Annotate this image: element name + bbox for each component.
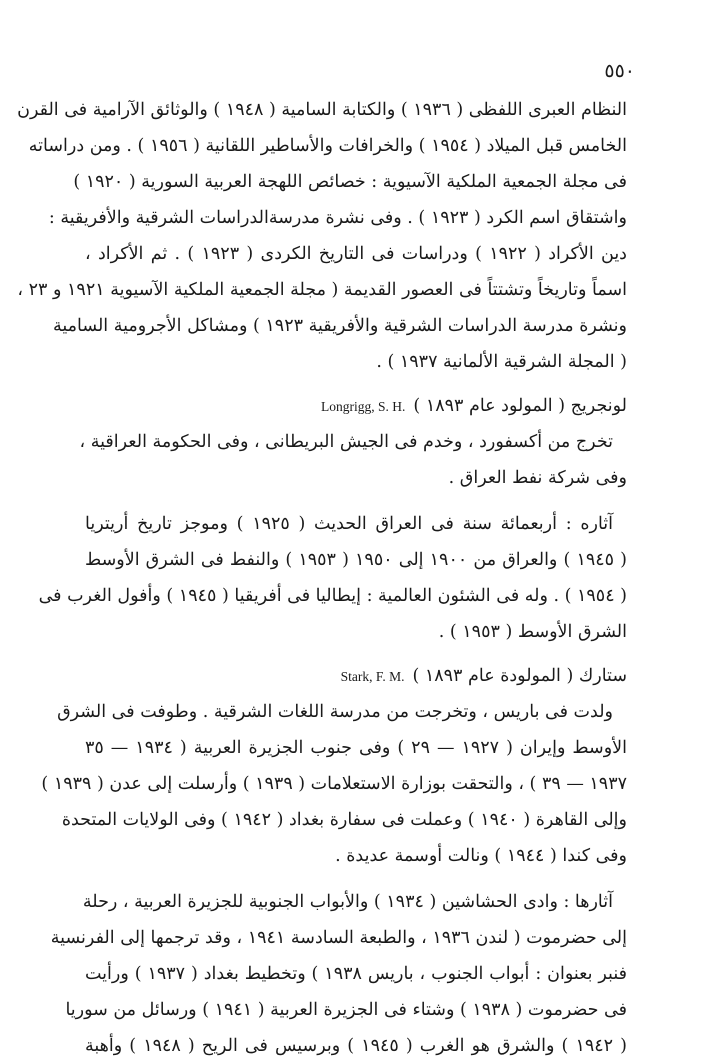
text-line: دين الأكراد ( ١٩٢٢ ) ودراسات فى التاريخ الكردى ( ١٩٢٣ ) . ثم الأكراد ، xyxy=(85,244,627,264)
entry-latin-name: Stark, F. M. xyxy=(340,669,405,684)
text-line: الخامس قبل الميلاد ( ١٩٥٤ ) والخرافات والأساطير اللقانية ( ١٩٥٦ ) . ومن دراساته xyxy=(28,136,627,156)
text-line: ( المجلة الشرقية الألمانية ١٩٣٧ ) . xyxy=(376,352,627,372)
works-line: ( ١٩٥٤ ) . وله فى الشئون العالمية : إيطاليا فى أفريقيا ( ١٩٤٥ ) وأفول الغرب فى xyxy=(38,586,627,606)
bio-line: وفى شركة نفط العراق . xyxy=(448,468,627,488)
text-line: فى مجلة الجمعية الملكية الآسيوية : خصائص اللهجة العربية السورية ( ١٩٢٠ ) xyxy=(73,172,627,192)
page-text xyxy=(17,92,627,1064)
text-line: واشتقاق اسم الكرد ( ١٩٢٣ ) . وفى نشرة مدرسةالدراسات الشرقية والأفريقية : xyxy=(48,208,627,228)
works-line: الشرق الأوسط ( ١٩٥٣ ) . xyxy=(438,622,627,642)
works-line: ( ١٩٤٢ ) والشرق هو الغرب ( ١٩٤٥ ) وبرسيس فى الريح ( ١٩٤٨ ) وأهبة xyxy=(85,1036,627,1056)
bio-line: وفى كندا ( ١٩٤٤ ) ونالت أوسمة عديدة . xyxy=(335,846,627,866)
works-line: ( ١٩٤٥ ) والعراق من ١٩٠٠ إلى ١٩٥٠ ( ١٩٥٣ ) والنفط فى الشرق الأوسط xyxy=(85,550,627,570)
bio-line: وإلى القاهرة ( ١٩٤٠ ) وعملت فى سفارة بغداد ( ١٩٤٢ ) وفى الولايات المتحدة xyxy=(61,810,627,830)
opening-paragraph xyxy=(17,92,627,380)
works-line: فى حضرموت ( ١٩٣٨ ) وشتاء فى الجزيرة العربية ( ١٩٤١ ) ورسائل من سوريا xyxy=(65,1000,627,1020)
entry-heading xyxy=(85,658,627,694)
works-line: فنبر بعنوان : أبواب الجنوب ، باريس ١٩٣٨ ) وتخطيط بغداد ( ١٩٣٧ ) ورأيت xyxy=(85,964,627,984)
bio-line: الأوسط وإيران ( ١٩٢٧ — ٢٩ ) وفى جنوب الجزيرة العربية ( ١٩٣٤ — ٣٥ xyxy=(85,738,627,758)
text-line: النظام العبرى اللفظى ( ١٩٣٦ ) والكتابة السامية ( ١٩٤٨ ) والوثائق الآرامية فى القرن xyxy=(17,100,627,120)
bio-line: ولدت فى باريس ، وتخرجت من مدرسة اللغات الشرقية . وطوفت فى الشرق xyxy=(57,702,613,722)
text-line: ونشرة مدرسة الدراسات الشرقية والأفريقية ١٩٢٣ ) ومشاكل الأجرومية السامية xyxy=(52,316,627,336)
text-line: اسماً وتاريخاً وتشتتاً فى العصور القديمة ( مجلة الجمعية الملكية الآسيوية ١٩٢١ و ٢٣ ، xyxy=(17,280,627,300)
entry-latin-name: Longrigg, S. H. xyxy=(321,399,406,414)
works-line: آثاره : أربعمائة سنة فى العراق الحديث ( ١٩٢٥ ) وموجز تاريخ أريتريا xyxy=(85,514,614,534)
entry-stark xyxy=(41,658,627,1064)
bio-line: ١٩٣٧ — ٣٩ ) ، والتحقت بوزارة الاستعلامات ( ١٩٣٩ ) وأرسلت إلى عدن ( ١٩٣٩ ) xyxy=(41,774,627,794)
entry-heading xyxy=(85,388,627,424)
entry-longrigg xyxy=(38,388,627,650)
page-number: ٥٥٠ xyxy=(604,60,635,82)
works-line: إلى حضرموت ( لندن ١٩٣٦ ، والطبعة السادسة ١٩٤١ ، وقد ترجمها إلى الفرنسية xyxy=(50,928,627,948)
entry-heading-arabic: ستارك ( المولودة عام ١٨٩٣ ) xyxy=(412,666,627,686)
entry-heading-arabic: لونجريج ( المولود عام ١٨٩٣ ) xyxy=(413,396,627,416)
bio-line: تخرج من أكسفورد ، وخدم فى الجيش البريطانى ، وفى الحكومة العراقية ، xyxy=(79,432,613,452)
works-line: آثارها : وادى الحشاشين ( ١٩٣٤ ) والأبواب الجنوبية للجزيرة العربية ، رحلة xyxy=(82,892,613,912)
